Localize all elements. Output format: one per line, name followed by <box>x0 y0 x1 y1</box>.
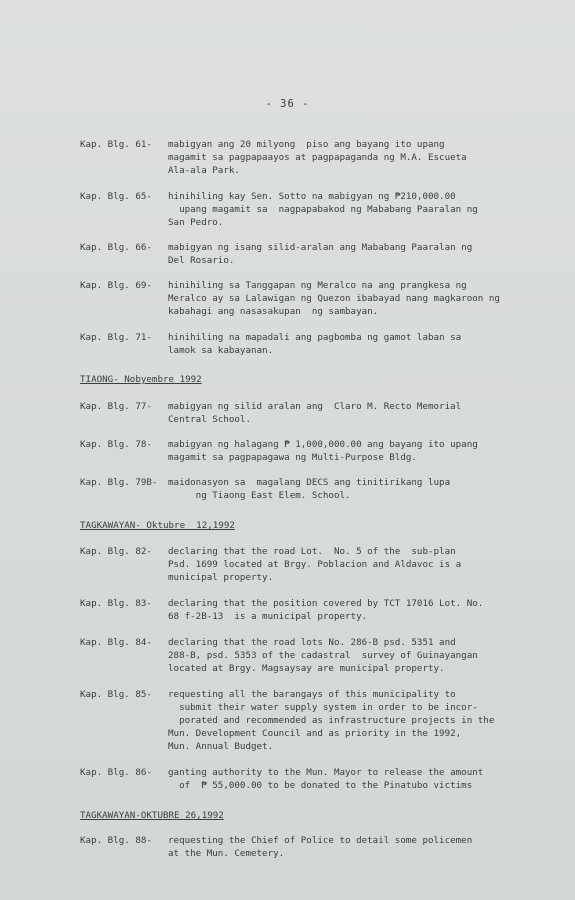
resolution-text-line: requesting the Chief of Police to detail some policemen <box>168 835 473 846</box>
section-heading: TAGKAWAYAN-OKTUBRE 26,1992 <box>80 810 224 821</box>
resolution-text <box>168 834 550 860</box>
resolution-text-line: located at Brgy. Magsaysay are municipal property. <box>168 663 445 674</box>
resolution-text <box>168 279 550 318</box>
resolution-text-line: declaring that the position covered by TCT 17016 Lot. No. <box>168 598 484 609</box>
resolution-number: Kap. Blg. 65- <box>80 191 152 202</box>
resolution-number: Kap. Blg. 84- <box>80 637 152 648</box>
resolution-entry <box>80 545 550 584</box>
resolution-text-line: Central School. <box>168 414 251 425</box>
resolution-entry <box>80 400 550 426</box>
resolution-entry <box>80 331 550 357</box>
resolution-entry <box>80 138 550 177</box>
resolution-entry <box>80 766 550 792</box>
resolution-text <box>168 190 550 229</box>
resolution-text-line: declaring that the road Lot. No. 5 of the sub-plan <box>168 546 456 557</box>
resolution-text-line: hinihiling kay Sen. Sotto na mabigyan ng ₱210,000.00 <box>168 191 456 202</box>
resolution-text-line: Del Rosario. <box>168 255 235 266</box>
resolution-text-line: municipal property. <box>168 572 274 583</box>
resolution-text <box>168 241 550 267</box>
resolution-number: Kap. Blg. 66- <box>80 242 152 253</box>
resolution-text <box>168 400 550 426</box>
resolution-text-line: lamok sa kabayanan. <box>168 345 274 356</box>
resolution-text <box>168 476 550 502</box>
resolution-number: Kap. Blg. 77- <box>80 401 152 412</box>
resolution-number: Kap. Blg. 85- <box>80 689 152 700</box>
resolution-number: Kap. Blg. 78- <box>80 439 152 450</box>
resolution-text <box>168 438 550 464</box>
resolution-list <box>80 138 550 860</box>
resolution-text <box>168 636 550 675</box>
resolution-text <box>168 138 550 177</box>
resolution-text-line: hinihiling na mapadali ang pagbomba ng gamot laban sa <box>168 332 462 343</box>
resolution-text-line: upang magamit sa nagpapabakod ng Mababang Paaralan ng <box>168 204 478 215</box>
resolution-text-line: Mun. Annual Budget. <box>168 741 274 752</box>
resolution-text <box>168 545 550 584</box>
resolution-text <box>168 766 550 792</box>
section-heading: TIAONG- Nobyembre 1992 <box>80 374 202 385</box>
page-number: - 36 - <box>265 98 310 110</box>
resolution-text-line: requesting all the barangays of this municipality to <box>168 689 456 700</box>
resolution-entry <box>80 688 550 753</box>
resolution-text-line: declaring that the road lots No. 286-B psd. 5351 and <box>168 637 456 648</box>
resolution-number: Kap. Blg. 71- <box>80 332 152 343</box>
resolution-text-line: ganting authority to the Mun. Mayor to release the amount <box>168 767 484 778</box>
resolution-text-line: Mun. Development Council and as priority in the 1992, <box>168 728 462 739</box>
resolution-text <box>168 331 550 357</box>
resolution-text-line: at the Mun. Cemetery. <box>168 848 285 859</box>
resolution-text-line: hinihiling sa Tanggapan ng Meralco na ang prangkesa ng <box>168 280 467 291</box>
resolution-entry <box>80 636 550 675</box>
resolution-text-line: maidonasyon sa magalang DECS ang tinitirikang lupa <box>168 477 451 488</box>
resolution-text-line: Meralco ay sa Lalawigan ng Quezon ibabayad nang magkaroon ng <box>168 293 500 304</box>
resolution-text-line: mabigyan ng isang silid-aralan ang Mababang Paaralan ng <box>168 242 473 253</box>
resolution-text <box>168 597 550 623</box>
resolution-number: Kap. Blg. 69- <box>80 280 152 291</box>
resolution-text-line: of ₱ 55,000.00 to be donated to the Pinatubo victims <box>168 780 473 791</box>
resolution-entry <box>80 241 550 267</box>
resolution-text-line: 68 f-2B-13 is a municipal property. <box>168 611 368 622</box>
resolution-entry <box>80 834 550 860</box>
resolution-entry <box>80 597 550 623</box>
resolution-text-line: 288-B, psd. 5353 of the cadastral survey of Guinayangan <box>168 650 478 661</box>
resolution-text-line: mabigyan ng silid aralan ang Claro M. Recto Memorial <box>168 401 462 412</box>
resolution-text-line: San Pedro. <box>168 217 224 228</box>
resolution-text-line: Ala-ala Park. <box>168 165 240 176</box>
resolution-number: Kap. Blg. 82- <box>80 546 152 557</box>
resolution-text-line: porated and recommended as infrastructure projects in the <box>168 715 495 726</box>
resolution-text-line: Psd. 1699 located at Brgy. Poblacion and Aldavoc is a <box>168 559 462 570</box>
resolution-text-line: magamit sa pagpapagawa ng Multi-Purpose Bldg. <box>168 452 417 463</box>
resolution-entry <box>80 190 550 229</box>
resolution-entry <box>80 279 550 318</box>
resolution-number: Kap. Blg. 86- <box>80 767 152 778</box>
resolution-text-line: mabigyan ang 20 milyong piso ang bayang ito upang <box>168 139 445 150</box>
resolution-text <box>168 688 550 753</box>
resolution-text-line: ng Tiaong East Elem. School. <box>168 490 351 501</box>
resolution-entry <box>80 438 550 464</box>
resolution-number: Kap. Blg. 83- <box>80 598 152 609</box>
resolution-number: Kap. Blg. 61- <box>80 139 152 150</box>
section-heading: TAGKAWAYAN- Oktubre 12,1992 <box>80 520 235 531</box>
resolution-text-line: magamit sa pagpapaayos at pagpapaganda ng M.A. Escueta <box>168 152 467 163</box>
resolution-text-line: kabahagi ang nasasakupan ng sambayan. <box>168 306 379 317</box>
resolution-entry <box>80 476 550 502</box>
resolution-text-line: mabigyan ng halagang ₱ 1,000,000.00 ang bayang ito upang <box>168 439 478 450</box>
resolution-number: Kap. Blg. 79B- <box>80 477 158 488</box>
resolution-text-line: submit their water supply system in order to be incor- <box>168 702 478 713</box>
resolution-number: Kap. Blg. 88- <box>80 835 152 846</box>
